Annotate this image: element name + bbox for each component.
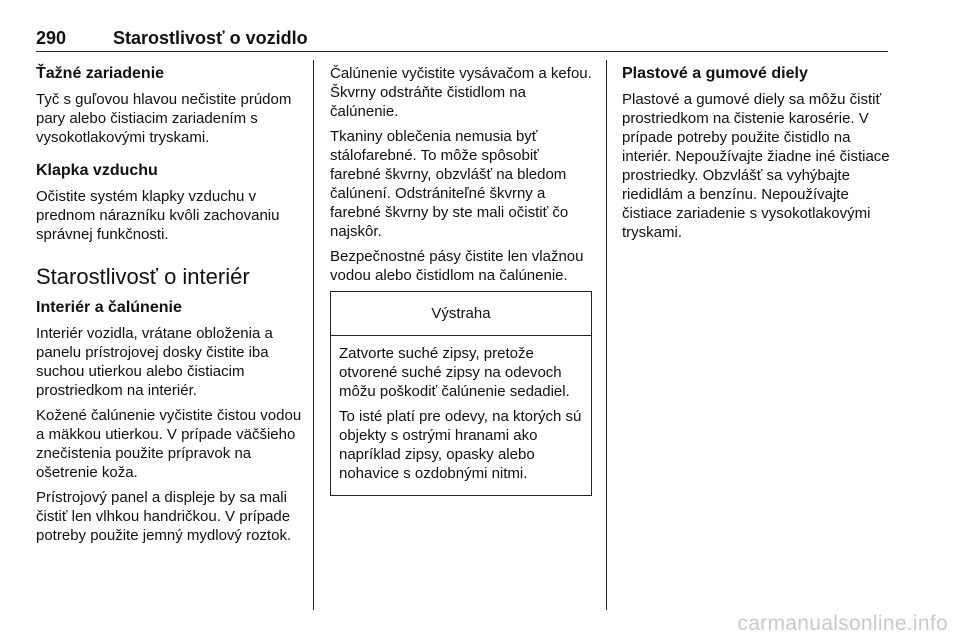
column-divider-2: [606, 60, 607, 610]
page-header: [36, 28, 886, 48]
warning-body: [331, 336, 591, 495]
warning-paragraph-2: To isté platí pre odevy, na ktorých sú objekty s ostrými hranami ako napríklad zipsy, opasky alebo nohavice s ozdobnými nitmi.: [339, 408, 582, 482]
watermark: carmanualsonline.info: [737, 612, 948, 635]
warning-title: Výstraha: [331, 292, 591, 336]
heading-air-flap: Klapka vzduchu: [36, 162, 158, 179]
chapter-title: Starostlivosť o vozidlo: [113, 28, 308, 48]
column-left: [36, 64, 308, 551]
paragraph-fabrics: Tkaniny oblečenia nemusia byť stálofarebné. To môže spôsobiť farebné škvrny, obzvlášť na bledom čalúnení. Odstrániteľné škvrny a farebné škvrny by ste mali očistiť čo najskôr.: [330, 128, 569, 240]
paragraph-interior: Interiér vozidla, vrátane obloženia a panelu prístrojovej dosky čistite iba suchou utierkou alebo čistiacim prostriedkom na interiér.: [36, 325, 273, 399]
paragraph-plastic-rubber: Plastové a gumové diely sa môžu čistiť prostriedkom na čistenie karosérie. V prípade potreby použite čistidlo na interiér. Nepoužívajte žiadne iné čistiace prostriedky. Obzvlášť sa vyhýbajte riedidlám a benzínu. Nepoužívajte čistiace zariadenie s vysokotlakovými tryskami.: [622, 91, 890, 241]
heading-interior-upholstery: Interiér a čalúnenie: [36, 299, 182, 316]
warning-box: [330, 291, 592, 496]
column-middle: [330, 64, 592, 496]
column-divider-1: [313, 60, 314, 610]
paragraph-tow-hitch: Tyč s guľovou hlavou nečistite prúdom pary alebo čistiacim zariadením s vysokotlakovými tryskami.: [36, 91, 292, 146]
column-right: [622, 64, 890, 248]
paragraph-vacuum: Čalúnenie vyčistite vysávačom a kefou. Škvrny odstráňte čistidlom na čalúnenie.: [330, 65, 592, 120]
heading-tow-hitch: Ťažné zariadenie: [36, 65, 165, 82]
page-number: 290: [36, 28, 67, 48]
paragraph-leather: Kožené čalúnenie vyčistite čistou vodou a mäkkou utierkou. V prípade väčšieho znečistenia použite prípravok na ošetrenie koža.: [36, 407, 302, 481]
header-divider: [36, 51, 888, 52]
warning-paragraph-1: Zatvorte suché zipsy, pretože otvorené suché zipsy na odevoch môžu poškodiť čalúnenie sedadiel.: [339, 345, 570, 400]
paragraph-seat-belts: Bezpečnostné pásy čistite len vlažnou vodou alebo čistidlom na čalúnenie.: [330, 248, 584, 284]
heading-plastic-rubber: Plastové a gumové diely: [622, 65, 808, 82]
section-title-interior-care: Starostlivosť o interiér: [36, 264, 250, 289]
paragraph-air-flap: Očistite systém klapky vzduchu v prednom nárazníku kvôli zachovaniu správnej funkčnosti.: [36, 188, 280, 243]
paragraph-instrument-panel: Prístrojový panel a displeje by sa mali čistiť len vlhkou handričkou. V prípade potreby použite jemný mydlový roztok.: [36, 489, 292, 544]
